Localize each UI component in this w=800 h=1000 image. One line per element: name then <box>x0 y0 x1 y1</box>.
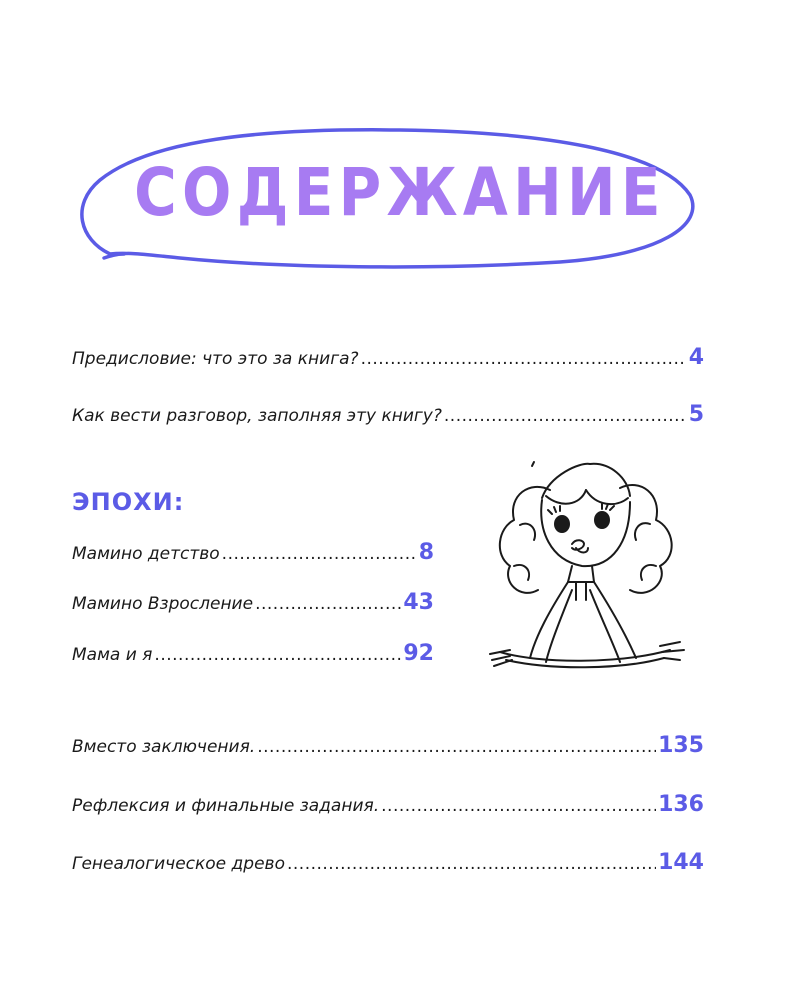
toc-leader-dots <box>381 796 656 816</box>
toc-leader-dots <box>361 349 687 369</box>
toc-entry-preface[interactable] <box>72 345 704 370</box>
toc-entry-how-to-talk[interactable] <box>72 402 704 427</box>
toc-leader-dots <box>257 737 656 757</box>
toc-page-number: 135 <box>658 733 704 758</box>
speech-bubble-outline <box>0 0 800 300</box>
toc-page-number: 43 <box>403 590 434 615</box>
toc-entry-label: Мамино детство <box>72 544 220 564</box>
toc-page-number: 8 <box>418 540 434 565</box>
toc-entry-label: Мамино Взросление <box>72 594 254 614</box>
toc-entry-childhood[interactable] <box>72 540 434 565</box>
toc-page-number: 92 <box>403 641 434 666</box>
toc-page-number: 136 <box>658 792 704 817</box>
toc-leader-dots <box>222 544 417 564</box>
toc-entry-reflection[interactable] <box>72 792 704 817</box>
girl-doodle-illustration <box>480 450 710 690</box>
toc-entry-label: Рефлексия и финальные задания. <box>72 796 380 816</box>
toc-page-number: 5 <box>688 402 704 427</box>
toc-leader-dots <box>287 854 656 874</box>
toc-entry-label: Генеалогическое древо <box>72 854 285 874</box>
toc-entry-label: Предисловие: что это за книга? <box>72 349 359 369</box>
toc-entry-mom-and-me[interactable] <box>72 641 434 666</box>
page-title: СОДЕРЖАНИЕ <box>134 154 666 231</box>
toc-leader-dots <box>255 594 401 614</box>
section-heading-epochs: ЭПОХИ: <box>72 488 185 516</box>
toc-leader-dots <box>444 406 687 426</box>
title-section <box>0 0 800 300</box>
toc-entry-label: Как вести разговор, заполняя эту книгу? <box>72 406 442 426</box>
toc-page-number: 4 <box>688 345 704 370</box>
toc-entry-instead-of-conclusion[interactable] <box>72 733 704 758</box>
toc-entry-family-tree[interactable] <box>72 850 704 875</box>
toc-entry-label: Вместо заключения. <box>72 737 256 757</box>
toc-entry-growing-up[interactable] <box>72 590 434 615</box>
toc-leader-dots <box>154 645 401 665</box>
toc-entry-label: Мама и я <box>72 645 153 665</box>
toc-page-number: 144 <box>658 850 704 875</box>
